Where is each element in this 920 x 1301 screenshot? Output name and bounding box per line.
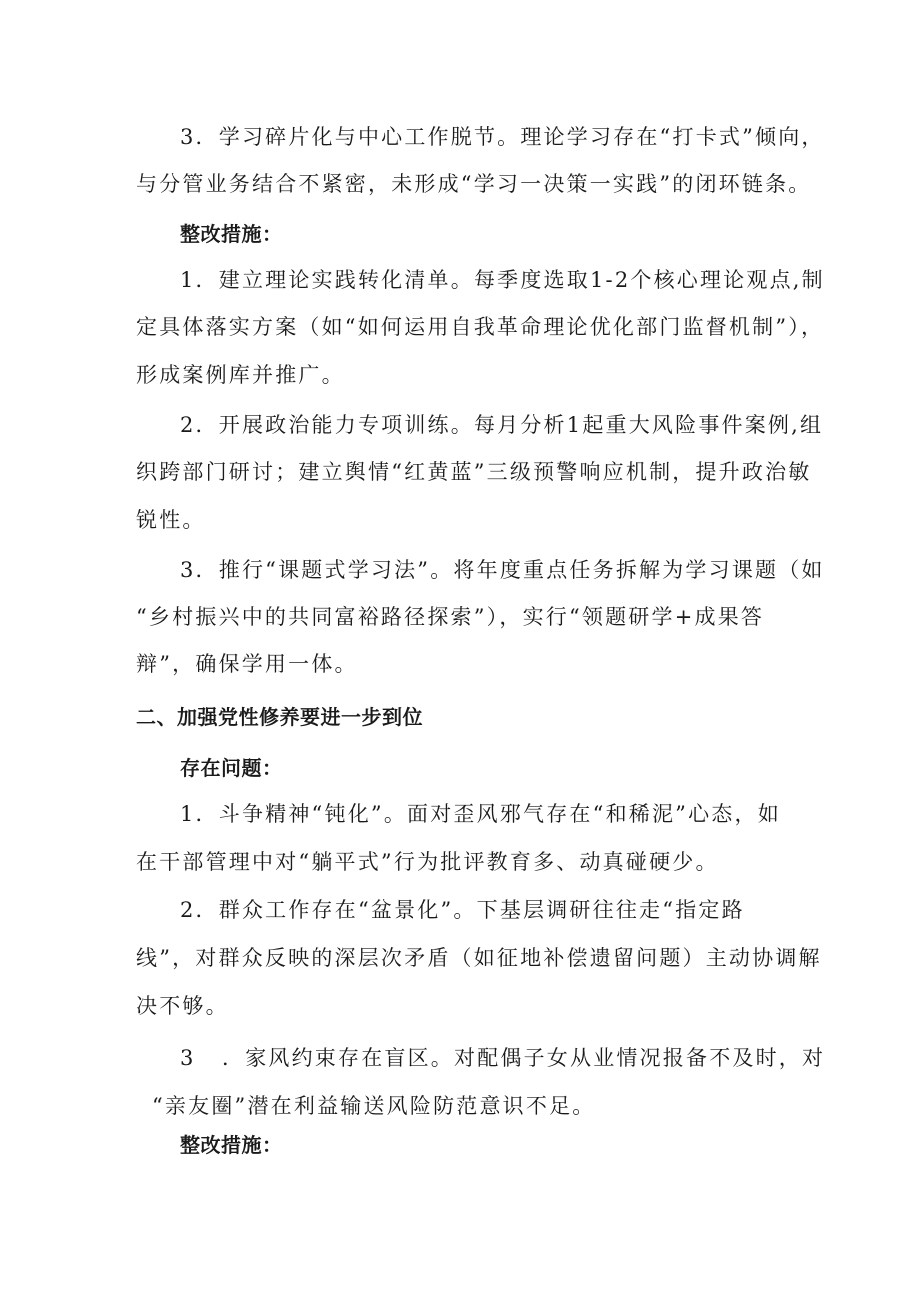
paragraph-line: 2．群众工作存在“盆景化”。下基层调研往往走“指定路	[180, 898, 745, 922]
paragraph-line: ．家风约束存在盲区。对配偶子女从业情况报备不及时，对	[222, 1046, 826, 1070]
paragraph-line: 锐性。	[136, 508, 206, 532]
paragraph-line: 与分管业务结合不紧密，未形成“学习一决策一实践”的闭环链条。	[136, 172, 812, 196]
measures-heading: 整改措施：	[180, 222, 283, 246]
paragraph-line: 线”，对群众反映的深层次矛盾（如征地补偿遗留问题）主动协调解	[136, 946, 822, 970]
paragraph-line: 辩”，确保学用一体。	[136, 652, 358, 676]
paragraph-line: 1．斗争精神“钝化”。面对歪风邪气存在“和稀泥”心态，如	[180, 802, 781, 826]
paragraph-line: 3．推行“课题式学习法”。将年度重点任务拆解为学习课题（如	[180, 558, 825, 582]
paragraph-line: 1．建立理论实践转化清单。每季度选取1-2个核心理论观点,制	[180, 268, 825, 292]
paragraph-line: 定具体落实方案（如“如何运用自我革命理论优化部门监督机制”），	[136, 315, 825, 339]
paragraph-line: 在干部管理中对“躺平式”行为批评教育多、动真碰硬少。	[136, 850, 719, 874]
paragraph-line: 3．学习碎片化与中心工作脱节。理论学习存在“打卡式”倾向，	[180, 125, 825, 149]
paragraph-line: 形成案例库并推广。	[136, 363, 345, 387]
paragraph-line: “亲友圈”潜在利益输送风险防范意识不足。	[152, 1094, 596, 1118]
problems-heading: 存在问题：	[180, 756, 283, 780]
paragraph-line: 织跨部门研讨；建立舆情“红黄蓝”三级预警响应机制，提升政治敏	[136, 460, 812, 484]
list-number: 3	[180, 1046, 196, 1070]
paragraph-line: “乡村振兴中的共同富裕路径探索”），实行“领题研学+成果答	[136, 605, 765, 629]
measures-heading: 整改措施：	[180, 1133, 283, 1157]
paragraph-line: 2．开展政治能力专项训练。每月分析1起重大风险事件案例,组	[180, 413, 824, 437]
section-title: 二、加强党性修养要进一步到位	[136, 705, 423, 729]
paragraph-line: 决不够。	[136, 994, 229, 1018]
